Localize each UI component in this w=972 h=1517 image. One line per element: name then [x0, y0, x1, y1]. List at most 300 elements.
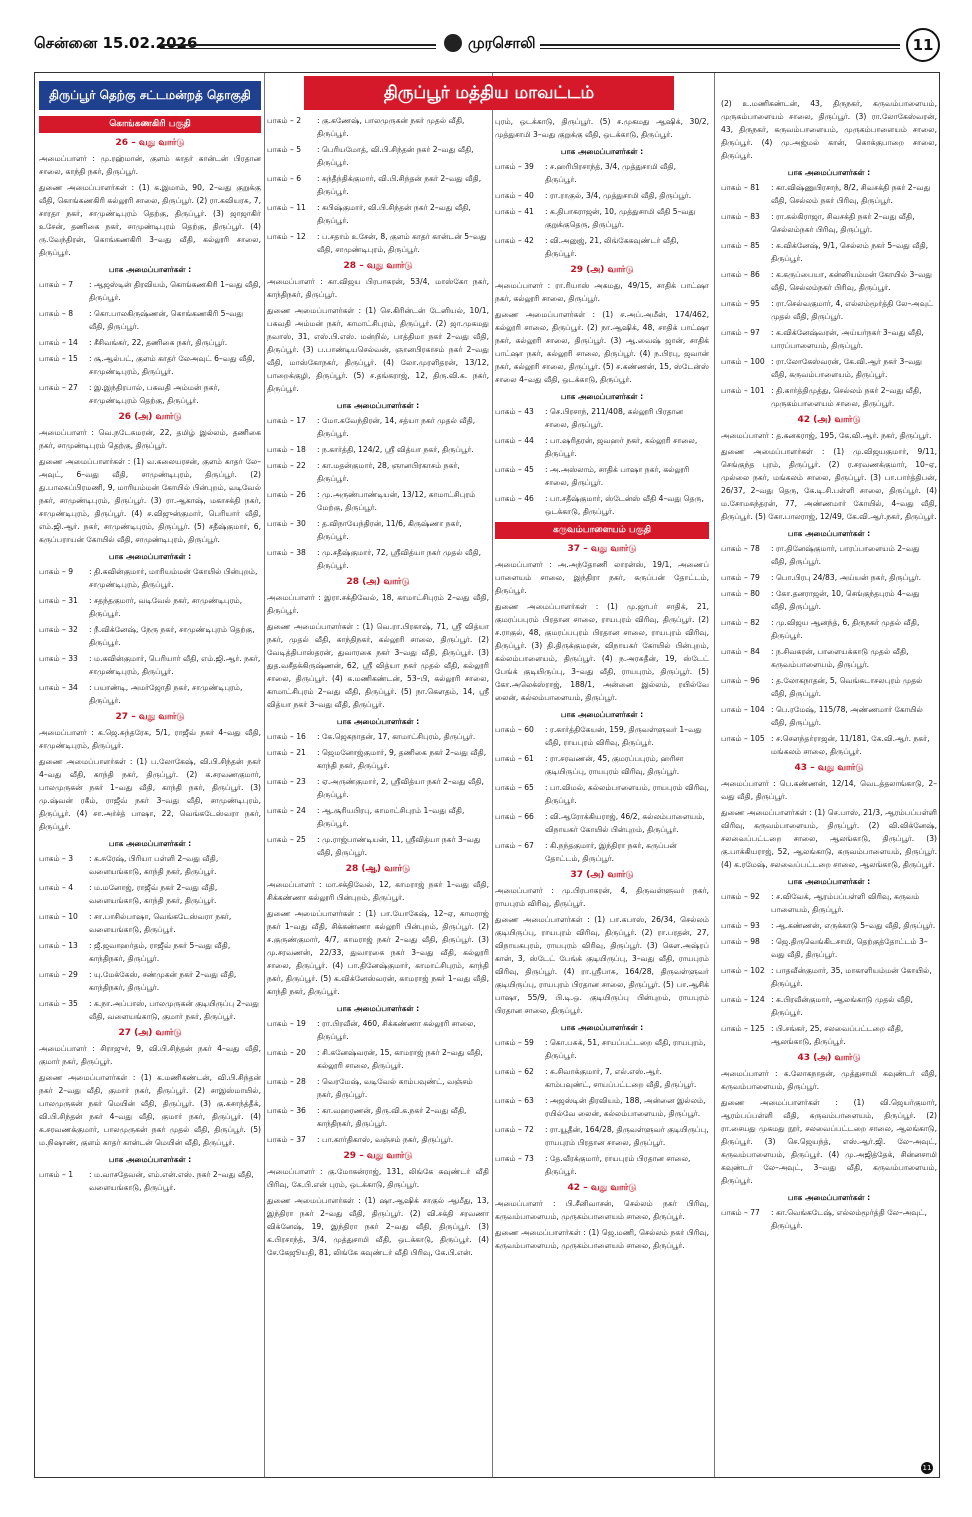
subheading: பாக அமைப்பாளர்கள் :	[560, 1023, 644, 1032]
booth-organiser: : சி.கனேஷ்வரன், 15, காமராஜ் நகர் 2–வது வீதி, கல்லூரி சாலை, திருப்பூர்.	[317, 1048, 483, 1070]
booth-entry	[721, 616, 937, 642]
column-3-entries	[495, 115, 709, 1252]
ward-title: 27 – வது வார்டு	[115, 712, 185, 722]
organiser-entry: துணை அமைப்பாளர்கள் : (1) ப.லோகேஷ், வி.பி.சிந்தன் நகர் 4–வது வீதி, காந்தி நகர், திருப்பூர். (2) க.சரவணகுமார், பாலமுருகன் நகர் 1–வது வீதி, காந்தி நகர், திருப்பூர். (3) மு.ஷ்வன் ரகீம், ராஜீவ் நகர் 3–வது வீதி, சாமுண்டிபுரம், திருப்பூர். (4) சா.அர்ச்த் பாஷா, 22, வெங்கடேஸ்வரா நகர், திருப்பூர்.	[39, 757, 261, 831]
header-rule-right	[540, 44, 900, 49]
booth-organiser: : கா.விஷ்ணுபிரசாந், 8/2, சிவசக்தி நகர் 2–வது வீதி, செல்லம் நகர் பிரிவு, திருப்பூர்.	[771, 183, 931, 205]
booth-entry	[39, 278, 261, 304]
booth-entry	[721, 587, 937, 613]
booth-organiser: : இ.இந்திரபால், பகவதி அம்மன் நகர், சாமுண்டிபுரம் தெற்கு, திருப்பூர்.	[89, 383, 220, 405]
booth-number: பாகம் – 17	[267, 416, 306, 425]
organiser-entry: அமைப்பாளர் : பி.சீனிவாசன், செல்லம் நகர் பிரிவு, கருவம்பாளையம், முருகம்பாளையம் சாலை, திருப்பூர்.	[495, 1199, 709, 1221]
booth-number: பாகம் – 46	[495, 494, 534, 503]
booth-organiser: : மு.விஜய ஆனந்த், 6, திருநகர் முதல் வீதி, திருப்பூர்.	[771, 618, 920, 640]
organiser-entry: அமைப்பாளர் : கு.மோகன்ராஜ், 131, லிங்கே கவுண்டர் வீதி பிரிவு, கே.பி.என் புரம், ஒடக்காடு, திருப்பூர்.	[267, 1167, 489, 1189]
column-2	[267, 73, 489, 1517]
booth-number: பாகம் – 78	[721, 544, 760, 553]
booth-organiser: : மு.சதீஷ்குமார், 72, ஸ்ரீவித்யா நகர் முதல் வீதி, திருப்பூர்.	[317, 548, 481, 570]
ward-title: 29 – வது வார்டு	[343, 1151, 413, 1161]
booth-organiser: : க.நா.அப்பாஸ், பாலமுருகன் குடியிருப்பு 2–வது வீதி, வளையங்காடு, குமார் நகர், திருப்பூர்.	[89, 999, 259, 1021]
ward-title: 26 (அ) வார்டு	[118, 412, 182, 422]
booth-number: பாகம் – 45	[495, 465, 534, 474]
organiser-entry: புரம், ஒடக்காடு, திருப்பூர். (5) ச.முகமது ஆஷிக், 30/2, முத்துசாமி 3–வது குறுக்கு வீதி, ஒடக்காடு, திருப்பூர்.	[495, 117, 709, 139]
booth-organiser: : தி.கவின்குமார், மாரியம்மன் கோயில் பின்புறம், சாமுண்டிபுரம், திருப்பூர்.	[89, 567, 258, 589]
booth-number: பாகம் – 28	[267, 1077, 306, 1086]
booth-organiser: : சு.விக்னேஷ், 9/1, செல்லம் நகர் 5–வது வீதி, திருப்பூர்.	[771, 241, 929, 263]
booth-organiser: : பயாண்டி, அமர்ஜோதி நகர், சாமுண்டிபுரம், திருப்பூர்.	[89, 683, 243, 705]
booth-number: பாகம் – 39	[495, 162, 534, 171]
subheading: பாக அமைப்பாளர்கள் :	[560, 147, 644, 156]
booth-organiser: : பா.சதீஷ்குமார், ஸ்டேன்ஸ் வீதி 4–வது தெரு, ஒடக்காடு, திருப்பூர்.	[545, 494, 704, 516]
booth-entry	[495, 189, 709, 202]
area-title: கொங்கணகிரி பகுதி	[39, 116, 261, 133]
ward-title: 37 – வது வார்டு	[567, 544, 637, 554]
booth-entry	[721, 935, 937, 961]
booth-number: பாகம் – 95	[721, 299, 760, 308]
organiser-entry: அமைப்பாளர் : சிராஜுர், 9, வி.பி.சிந்தன் நகர் 4–வது வீதி, குமார் நகர், திருப்பூர்.	[39, 1044, 261, 1066]
booth-number: பாகம் – 41	[495, 207, 534, 216]
booth-entry	[267, 1075, 489, 1101]
booth-entry	[721, 1206, 937, 1232]
booth-entry	[721, 210, 937, 236]
booth-number: பாகம் – 42	[495, 236, 534, 245]
booth-organiser: : கோ.தனராஜன், 10, செங்குந்தபுரம் 4–வது வீதி, திருப்பூர்.	[771, 589, 920, 611]
ward-title: 29 (அ) வார்டு	[570, 265, 634, 275]
booth-number: பாகம் – 9	[39, 567, 74, 576]
booth-entry	[39, 565, 261, 591]
subheading: பாக அமைப்பாளர்கள் :	[787, 168, 871, 177]
booth-entry	[721, 964, 937, 990]
booth-number: பாகம் – 35	[39, 999, 78, 1008]
booth-organiser: : ரா.யூதீன், 164/28, திருவள்ளுவர் குடியிருப்பு, ராயபுரம் பிரதான சாலை, திருப்பூர்.	[545, 1125, 709, 1147]
booth-number: பாகம் – 100	[721, 357, 765, 366]
booth-number: பாகம் – 2	[267, 116, 302, 125]
booth-number: பாகம் – 36	[267, 1106, 306, 1115]
booth-organiser: : பி.சங்கர், 25, சலவைப்பட்டறை வீதி, ஆலங்காடு, திருப்பூர்.	[771, 1024, 904, 1046]
booth-entry	[39, 623, 261, 649]
booth-number: பாகம் – 1	[39, 1170, 74, 1179]
booth-entry	[495, 810, 709, 836]
booth-organiser: : சீசிவங்கர், 22, தணிகை நகர், திருப்பூர்.	[89, 338, 228, 347]
booth-organiser: : ஜெ.திருவெங்கிடசாமி, தெற்குத்தோட்டம் 3–வது வீதி, திருப்பூர்.	[771, 937, 928, 959]
booth-number: பாகம் – 20	[267, 1048, 306, 1057]
organiser-entry: துணை அமைப்பாளர்கள் : (1) மு.ஜாபர் சாதிக், 21, குமரப்பபுரம் பிரதான சாலை, ராயபுரம் விரிவு, திருப்பூர். (2) ச.ராகுல், 48, குமரப்பபுரம் பிரதான சாலை, ராயபுரம் விரிவு, திருப்பூர். (3) தி.திருக்குமரன், விநாயகர் கோயில் பின்புறம், கல்லம்பாளையம், திருப்பூர். (4) ந.அரசுதீன், 19, ஸ்டேட் பேங்க் குடியிருப்பு, 3–வது வீதி, ராயபுரம், திருப்பூர். (5) கோ.அலெக்ஸ்ராஜ், 188/1, அன்னை இல்லம், ரயில்வே லைன், கல்லம்பாளையம், திருப்பூர்.	[495, 602, 709, 702]
booth-organiser: : ஆ.சூரியபிரபு, காமாட்சிபுரம் 1–வது வீதி, திருப்பூர்.	[317, 806, 465, 828]
booth-number: பாகம் – 59	[495, 1038, 534, 1047]
booth-entry	[495, 492, 709, 518]
booth-organiser: : க.திபாகராஜன், 10, முத்துசாமி வீதி 5–வது குறுக்குதெரு, திருப்பூர்.	[545, 207, 696, 229]
booth-organiser: : சூ.ஆல்பட், குளம் காதர் லேஅவுட் 6–வது வீதி, சாமுண்டிபுரம், திருப்பூர்.	[89, 354, 255, 376]
booth-entry	[39, 997, 261, 1023]
booth-number: பாகம் – 21	[267, 748, 306, 757]
booth-number: பாகம் – 83	[721, 212, 760, 221]
booth-organiser: : மோ.கவேந்திரன், 14, சத்யா நகர் முதல் வீதி, திருப்பூர்.	[317, 416, 476, 438]
booth-number: பாகம் – 3	[39, 854, 74, 863]
organiser-entry: துணை அமைப்பாளர்கள் : (1) பா.யோகேஷ், 12–ஏ, காமராஜ் நகர் 1–வது வீதி, சிக்கண்ணா கல்லூரி பின்புறம், திருப்பூர். (2) ச.குருண்குமார், 4/7, காமராஜ் நகர் 2–வது வீதி, திருப்பூர். (3) மு.சரவணன், 22/33, துவாரகை நகர் 3–வது வீதி, கல்லூரி சாலை, திருப்பூர். (4) பா.தினேஷ்குமார், காமாட்சிபுரம், காந்தி நகர், திருப்பூர். (5) க.விக்னேஸ்வரன், காமராஜ் நகர் 1–வது வீதி, காந்தி நகர், திருப்பூர்.	[267, 909, 489, 996]
booth-number: பாகம் – 15	[39, 354, 78, 363]
organiser-entry: துணை அமைப்பாளர்கள் : (1) பா.கபாஸ், 26/34, செல்லம் குடியிருப்பு, ராயபுரம் விரிவு, திருப்பூர். (2) ரா.பரதன், 27, விநாயகபுரம், ராயபுரம் விரிவு, திருப்பூர். (3) கௌ.அஷ்ரப் கான், 3, ஸ்டேட் பேங்க் குடியிருப்பு, 3–வது வீதி, ராயபுரம் விரிவு, திருப்பூர். (4) ரா.ஸ்ரீபாசு, 164/28, திருவள்ளுவர் குடியிருப்பு, ராயபுரம் பிரதான சாலை, திருப்பூர். (5) பா.ஆசிக் பாஷா, 55/9, பி.டி.ஒ. குடியிருப்பு பின்புறம், ராயபுரம் பிரதான சாலை, திருப்பூர்.	[495, 915, 709, 1015]
booth-number: பாகம் – 96	[721, 676, 760, 685]
booth-entry	[721, 239, 937, 265]
subheading: பாக அமைப்பாளர்கள் :	[336, 401, 420, 410]
column-4	[721, 73, 937, 1499]
booth-entry	[39, 681, 261, 707]
booth-organiser: : க.விக்னேஷ்வரன், அய்யர்நகர் 3–வது வீதி, பாரப்பாளையம், திருப்பூர்.	[771, 328, 924, 350]
booth-entry	[267, 143, 489, 169]
booth-entry	[39, 652, 261, 678]
booth-entry	[721, 355, 937, 381]
booth-organiser: : க.கருப்பையா, கன்னியம்மன் கோயில் 3–வது வீதி, செல்லம்நகர் பிரிவு, திருப்பூர்.	[771, 270, 932, 292]
booth-entry	[495, 463, 709, 489]
organiser-entry: அமைப்பாளர் : கா.விஜய பிரபாகரன், 53/4, மாஸ்கோ நகர், காந்திநகர், திருப்பூர்.	[267, 277, 489, 299]
booth-entry	[495, 1036, 709, 1062]
booth-organiser: : ஏ.அருண்குமார், 2, ஸ்ரீவித்யா நகர் 2–வது வீதி, திருப்பூர்.	[317, 777, 484, 799]
booth-organiser: : ஆ.கண்ணன், எருக்காடு 5–வது வீதி, திருப்பூர்.	[771, 921, 936, 930]
organiser-entry: அமைப்பாளர் : ரா.ரியாஸ் அகமது, 49/15, சாதிக் பாட்ஷா நகர், கல்லூரி சாலை, திருப்பூர்.	[495, 281, 709, 303]
booth-number: பாகம் – 84	[721, 647, 760, 656]
newspaper-logo-icon	[444, 34, 462, 52]
booth-organiser: : த.லோகநாதன், 5, வெங்கடாசலபுரம் முதல் வீதி, திருப்பூர்.	[771, 676, 923, 698]
booth-organiser: : கி.நந்தகுமார், இந்திரா நகர், கருப்பன் தோட்டம், திருப்பூர்.	[545, 841, 677, 863]
booth-entry	[495, 1152, 709, 1178]
booth-number: பாகம் – 25	[267, 835, 306, 844]
booth-number: பாகம் – 93	[721, 921, 760, 930]
booth-entry	[267, 1046, 489, 1072]
booth-entry	[39, 939, 261, 965]
booth-number: பாகம் – 43	[495, 407, 534, 416]
organiser-entry: துணை அமைப்பாளர்கள் : (1) ச.அப்.அமீன், 174/462, கல்லூரி சாலை, திருப்பூர். (2) நா.ஆஷிக், 48, சாதிக் பாட்ஷா நகர், கல்லூரி சாலை, திருப்பூர். (3) ஆ.வைஷ் ஜான், சாதிக் பாட்ஷா நகர், கல்லூரி சாலை, திருப்பூர். (4) ந.பிரபு, ஜவான் நகர், கல்லூரி சாலை, திருப்பூர். (5) ச.கண்ணன், 15, ஸ்டேன்ஸ் சாலை 4–வது வீதி, ஒடக்காடு, திருப்பூர்.	[495, 310, 709, 384]
booth-entry	[721, 297, 937, 323]
subheading: பாக அமைப்பாளர்கள் :	[787, 877, 871, 886]
organiser-entry: துணை அமைப்பாளர்கள் : (1) செ.கிரின்டன் டேனியல், 10/1, பகவதி அம்மன் நகர், காமாட்சிபுரம், திருப்பூர். (2) ஜா.முகமது நவாஸ், 31, எஸ்.பி.எஸ். மன்றில், பாத்திமா நகர் 2–வது வீதி, திருப்பூர். (3) ப.பாண்டியசெல்வன், ஞானபிரகாசம் நகர் 2–வது வீதி, மாஸ்கோநகர், திருப்பூர். (4) லோ.முரளிதரன், 13/12, பாறைக்குழி, திருப்பூர். (5) ச.தங்கராஜ், 12, திரு.வி.க. நகர், திருப்பூர்.	[267, 306, 489, 393]
booth-organiser: : ந.கார்த்தி, 124/2, ஸ்ரீ வித்யா நகர், திருப்பூர்.	[317, 445, 474, 454]
ward-title: 43 (அ) வார்டு	[797, 1053, 861, 1063]
organiser-entry: அமைப்பாளர் : மு.ரஹ்மான், குளம் காதர் கான்டன் பிரதான சாலை, காந்தி நகர், திருப்பூர்.	[39, 154, 261, 176]
booth-number: பாகம் – 31	[39, 596, 78, 605]
booth-organiser: : வெரமேஷ், வடிவேல் காம்பவுண்ட், வஞ்சம் நகர், திருப்பூர்.	[317, 1077, 473, 1099]
booth-entry	[39, 381, 261, 407]
subheading: பாக அமைப்பாளர்கள் :	[336, 717, 420, 726]
booth-organiser: : தி.கார்த்திமுத்து, செல்லம் நகர் 2–வது வீதி, முருகம்பாளையம் சாலை, திருப்பூர்.	[771, 386, 922, 408]
booth-entry	[267, 1133, 489, 1146]
organiser-entry: அமைப்பாளர் : மு.பிரபாகரன், 4, திருவள்ளுவர் நகர், ராயபுரம் விரிவு, திருப்பூர்.	[495, 886, 709, 908]
booth-number: பாகம் – 125	[721, 1024, 765, 1033]
booth-organiser: : ம.வாசதேவன், எம்.என்.எஸ். நகர் 2–வது வீதி, வளையங்காடு, திருப்பூர்.	[89, 1170, 254, 1192]
booth-number: பாகம் – 62	[495, 1067, 534, 1076]
column-1	[39, 73, 261, 1477]
booth-number: பாகம் – 10	[39, 912, 78, 921]
booth-organiser: : ரா.சரவணன், 45, குமரப்பபுரம், ஹரிசா குடியிருப்பு, ராயபுரம் விரிவு, திருப்பூர்.	[545, 754, 684, 776]
booth-entry	[721, 703, 937, 729]
booth-number: பாகம் – 86	[721, 270, 760, 279]
booth-number: பாகம் – 7	[39, 280, 74, 289]
booth-number: பாகம் – 73	[495, 1154, 534, 1163]
booth-number: பாகம் – 44	[495, 436, 534, 445]
booth-organiser: : ரா.பிரவீன், 460, சிக்கண்ணா கல்லூரி சாலை, திருப்பூர்.	[317, 1019, 476, 1041]
booth-number: பாகம் – 5	[267, 145, 302, 154]
column-divider	[714, 73, 715, 1477]
booth-entry	[267, 459, 489, 485]
booth-organiser: : சா.பாசில்பாஷா, வெங்கடேஸ்வரா நகர், வளையங்காடு, திருப்பூர்.	[89, 912, 232, 934]
page-number-badge: 11	[906, 28, 940, 62]
booth-organiser: : பெரியமோத், வி.பி.சிந்தன் நகர் 2–வது வீதி, திருப்பூர்.	[317, 145, 474, 167]
subheading: பாக அமைப்பாளர்கள் :	[787, 1193, 871, 1202]
booth-entry	[39, 968, 261, 994]
booth-organiser: : ப.சதாம் உசேன், 8, குளம் காதர் கான்டன் 5–வது வீதி, சாமுண்டிபுரம், திருப்பூர்.	[317, 232, 487, 254]
subheading: பாக அமைப்பாளர்கள் :	[108, 1155, 192, 1164]
booth-entry	[267, 546, 489, 572]
booth-entry	[267, 172, 489, 198]
organiser-entry: அமைப்பாளர் : இரா.சக்திவேல், 18, காமாட்சிபுரம் 2–வது வீதி, திருப்பூர்.	[267, 593, 489, 615]
booth-organiser: : பா.விமல், கல்லம்பாளையம், ராயபுரம் விரிவு, திருப்பூர்.	[545, 783, 709, 805]
booth-number: பாகம் – 23	[267, 777, 306, 786]
booth-number: பாகம் – 82	[721, 618, 760, 627]
booth-entry	[721, 268, 937, 294]
booth-entry	[721, 326, 937, 352]
booth-entry	[721, 890, 937, 916]
booth-organiser: : கொ.பாலகிருஷ்ணன், கொங்கணகிரி 5–வது வீதி, திருப்பூர்.	[89, 309, 244, 331]
booth-number: பாகம் – 80	[721, 589, 760, 598]
booth-organiser: : ரா.தினேஷ்குமார், பாரப்பாளையம் 2–வது வீதி, திருப்பூர்.	[771, 544, 920, 566]
booth-organiser: : கா.வெங்கடேஷ், எல்லம்மூர்த்தி லே–அவுட், திருப்பூர்.	[771, 1208, 927, 1230]
booth-entry	[721, 181, 937, 207]
booth-organiser: : த.விநாயேந்திரன், 11/6, கிருஷ்ணா நகர், திருப்பூர்.	[317, 519, 462, 541]
booth-organiser: : ம.மனோஜ், ராஜீவ் நகர் 2–வது வீதி, வளையங்காடு, காந்தி நகர், திருப்பூர்.	[89, 883, 218, 905]
booth-organiser: : சுந்தீந்திக்குமார், வி.பி.சிந்தன் நகர் 2–வது வீதி, திருப்பூர்.	[317, 174, 482, 196]
column-divider	[492, 73, 493, 1477]
booth-organiser: : வி.அனுஜ், 21, லிங்கேகவுண்டர் வீதி, திருப்பூர்.	[545, 236, 679, 258]
booth-organiser: : பாதவீன்குமார், 35, மாகாளியம்மன் கோயில், திருப்பூர்.	[771, 966, 932, 988]
booth-organiser: : பா.ஷரிதரன், ஜவஹர் நகர், கல்லூரி சாலை, திருப்பூர்.	[545, 436, 698, 458]
booth-organiser: : மு.ராஜ்பாண்டியன், 11, ஸ்ரீவித்யா நகர் 3–வது வீதி, திருப்பூர்.	[317, 835, 481, 857]
booth-organiser: : கா.மதன்குமார், 28, ஞானபிரகாசம் நகர், திருப்பூர்.	[317, 461, 460, 483]
booth-organiser: : ர.கார்த்திகேயன், 159, திருவள்ளுவர் 1–வது வீதி, ராயபுரம் விரிவு, திருப்பூர்.	[545, 725, 702, 747]
ward-title: 28 (ஆ) வார்டு	[345, 864, 411, 874]
booth-number: பாகம் – 33	[39, 654, 78, 663]
booth-organiser: : க.சுரேஷ், பிரியா பள்ளி 2–வது வீதி, வளையங்காடு, காந்தி நகர், திருப்பூர்.	[89, 854, 219, 876]
booth-organiser: : கே.ஜெகநாதன், 17, காமாட்சிபுரம், திருப்பூர்.	[317, 732, 476, 741]
booth-organiser: : நீ.விக்னேஷ், நேரு நகர், சாமுண்டிபுரம் தெற்கு, திருப்பூர்.	[89, 625, 255, 647]
booth-entry	[721, 571, 937, 584]
organiser-entry: அமைப்பாளர் : த.கனகராஜ், 195, கே.வி.ஆர். நகர், திருப்பூர்.	[721, 431, 932, 440]
content-frame	[34, 72, 940, 1478]
ward-title: 42 – வது வார்டு	[567, 1183, 637, 1193]
booth-organiser: : ம.கவின்குமார், பெரியார் வீதி, எம்.ஜி.ஆர். நகர், சாமுண்டிபுரம், திருப்பூர்.	[89, 654, 261, 676]
booth-number: பாகம் – 12	[267, 232, 306, 241]
booth-entry	[721, 919, 937, 932]
booth-entry	[267, 488, 489, 514]
booth-entry	[39, 852, 261, 878]
booth-number: பாகம் – 92	[721, 892, 760, 901]
booth-number: பாகம் – 101	[721, 386, 765, 395]
booth-entry	[495, 1094, 709, 1120]
organiser-entry: அமைப்பாளர் : க.லோகநாதன், முத்துசாமி கவுண்டர் வீதி, கருவம்பாளையம், திருப்பூர்.	[721, 1069, 937, 1091]
booth-number: பாகம் – 79	[721, 573, 760, 582]
ward-title: 26 – வது வார்டு	[115, 138, 185, 148]
booth-organiser: : சுபிஷ்குமார், வி.பி.சிந்தன் நகர் 2–வது வீதி, திருப்பூர்.	[317, 203, 471, 225]
subheading: பாக அமைப்பாளர்கள் :	[560, 710, 644, 719]
booth-organiser: : க.பிரவீன்குமார், ஆலங்காடு முதல் வீதி, திருப்பூர்.	[771, 995, 913, 1017]
booth-entry	[495, 1065, 709, 1091]
booth-organiser: : ரா.லோகேஸ்வரன், கே.வி.ஆர் நகர் 3–வது வீதி, கருவம்பாளையம், திருப்பூர்.	[771, 357, 923, 379]
organiser-entry: அமைப்பாளர் : க.ஜெ.சுந்தரேசு, 5/1, ராஜீவ் நகர் 4–வது வீதி, சாமுண்டிபுரம், திருப்பூர்.	[39, 728, 261, 750]
booth-number: பாகம் – 26	[267, 490, 306, 499]
booth-entry	[495, 434, 709, 460]
ward-title: 27 (அ) வார்டு	[118, 1028, 182, 1038]
booth-organiser: : செ.பிரசாந், 211/408, கல்லூரி பிரதான சாலை, திருப்பூர்.	[545, 407, 684, 429]
booth-entry	[39, 594, 261, 620]
subheading: பாக அமைப்பாளர்கள் :	[108, 839, 192, 848]
booth-number: பாகம் – 124	[721, 995, 765, 1004]
organiser-entry: துணை அமைப்பாளர்கள் : (1) ஜெ.மணி, செல்லம் நகர் பிரிவு, கருவம்பாளையம், முருகம்பாளையம் சாலை, திருப்பூர்.	[495, 1228, 709, 1250]
booth-entry	[267, 414, 489, 440]
booth-number: பாகம் – 27	[39, 383, 78, 392]
booth-organiser: : ரா.செல்வகுமார், 4, எல்லம்மூர்த்தி லே–அவுட் முதல் வீதி, திருப்பூர்.	[771, 299, 934, 321]
booth-number: பாகம் – 38	[267, 548, 306, 557]
booth-number: பாகம் – 30	[267, 519, 306, 528]
booth-entry	[495, 839, 709, 865]
booth-entry	[267, 230, 489, 256]
subheading: பாக அமைப்பாளர்கள் :	[336, 1004, 420, 1013]
booth-entry	[267, 517, 489, 543]
booth-entry	[267, 775, 489, 801]
booth-entry	[39, 881, 261, 907]
booth-entry	[39, 910, 261, 936]
booth-number: பாகம் – 72	[495, 1125, 534, 1134]
booth-entry	[721, 1022, 937, 1048]
booth-number: பாகம் – 105	[721, 734, 765, 743]
booth-entry	[721, 732, 937, 758]
booth-organiser: : அ.அஸ்லாம், சாதிக் பாஷா நகர், கல்லூரி சாலை, திருப்பூர்.	[545, 465, 690, 487]
ward-title: 43 – வது வார்டு	[794, 763, 864, 773]
booth-number: பாகம் – 24	[267, 806, 306, 815]
booth-number: பாகம் – 67	[495, 841, 534, 850]
booth-number: பாகம் – 104	[721, 705, 765, 714]
booth-organiser: : கு.கணேஷ், பாலமுருகன் நகர் முதல் வீதி, திருப்பூர்.	[317, 116, 465, 138]
booth-number: பாகம் – 4	[39, 883, 74, 892]
area-title: கருவம்பாளையம் பகுதி	[495, 522, 709, 539]
booth-organiser: : சு.சிவாக்குமார், 7, எல்.எஸ்.ஆர். காம்பவுண்ட், சாயப்பட்டறை வீதி, திருப்பூர்.	[545, 1067, 697, 1089]
column-2-entries	[267, 114, 489, 1259]
booth-number: பாகம் – 98	[721, 937, 760, 946]
booth-number: பாகம் – 29	[39, 970, 78, 979]
booth-number: பாகம் – 14	[39, 338, 78, 347]
booth-number: பாகம் – 61	[495, 754, 534, 763]
booth-organiser: : கொ.பசுக், 51, சாயப்பட்டறை வீதி, ராயபுரம், திருப்பூர்.	[545, 1038, 706, 1060]
organiser-entry: துணை அமைப்பாளர்கள் : (1) வி.ஜெயர்குமார், ஆரம்பப்பள்ளி வீதி, கருவம்பாளையம், திருப்பூர். (2) ரா.சையது முகமது நூர், சலவைப்பட்டறை சாலை, ஆலங்காடு, திருப்பூர். (3) செ.ஜெயந்த், எஸ்.ஆர்.ஜி. லே–அவுட், கருவம்பாளையம், திருப்பூர். (4) மு.அஜித்தேக், சின்னசாமி கவுண்டர் லே–அவுட், 3–வது வீதி, கருவம்பாளையம், திருப்பூர்.	[721, 1098, 937, 1185]
booth-organiser: : ஆஜஸ்டின் திரவியம், கொங்கணகிரி 1–வது வீதி, திருப்பூர்.	[89, 280, 261, 302]
booth-number: பாகம் – 34	[39, 683, 78, 692]
booth-number: பாகம் – 13	[39, 941, 78, 950]
column-divider	[264, 73, 265, 1477]
booth-number: பாகம் – 102	[721, 966, 765, 975]
booth-entry	[39, 1168, 261, 1194]
booth-organiser: : ஜீ.ஜவாஹர்தம், ராஜீவ் நகர் 5–வது வீதி, காந்திநகர், திருப்பூர்.	[89, 941, 231, 963]
booth-number: பாகம் – 77	[721, 1208, 760, 1217]
subheading: பாக அமைப்பாளர்கள் :	[560, 392, 644, 401]
booth-number: பாகம் – 32	[39, 625, 78, 634]
organiser-entry: துணை அமைப்பாளர்கள் : (1) செ.பாஸ், 21/3, ஆரம்பப்பள்ளி விரிவு, கருவம்பாளையம், திருப்பூர். (2) வி.விக்னேஷ், சலவைப்பட்டறை சாலை, ஆலங்காடு, திருப்பூர். (3) கு.பாக்கியராஜ், 52, ஆலங்காடு, கருவம்பாளையம், திருப்பூர். (4) க.ரமேஷ், சலவைப்பட்டறை சாலை, ஆலங்காடு, திருப்பூர்.	[721, 808, 937, 869]
booth-organiser: : வி.ஆரோக்கியராஜ், 46/2, கல்லம்பாளையம், விநாயகர் கோயில் பின்புறம், திருப்பூர்.	[545, 812, 705, 834]
place-date: சென்னை 15.02.2026	[34, 34, 198, 52]
booth-number: பாகம் – 65	[495, 783, 534, 792]
booth-organiser: : சதந்தகுமார், வடிவேல் நகர், சாமுண்டிபுரம், திருப்பூர்.	[89, 596, 243, 618]
booth-organiser: : ச.சௌந்தர்ராஜன், 11/181, கே.வி.ஆர். நகர், மங்கலம் சாலை, திருப்பூர்.	[771, 734, 930, 756]
booth-organiser: : பெ.ரமேஷ், 115/78, அண்ணமார் கோயில் வீதி, திருப்பூர்.	[771, 705, 923, 727]
booth-organiser: : பொ.பிரபு 24/83, அய்யன் நகர், திருப்பூர்.	[771, 573, 922, 582]
booth-entry	[721, 993, 937, 1019]
booth-organiser: : ச.ஹரிபிரசாந்த், 3/4, முத்துசாமி வீதி, திருப்பூர்.	[545, 162, 677, 184]
booth-number: பாகம் – 63	[495, 1096, 534, 1105]
booth-entry	[39, 307, 261, 333]
booth-organiser: : மு.அருண்பாண்டியன், 13/12, காமாட்சிபுரம் மேற்கு, திருப்பூர்.	[317, 490, 476, 512]
newspaper-name: முரசொலி	[468, 34, 536, 52]
booth-organiser: : ச.விவேக், ஆரம்பப்பள்ளி விரிவு, கருவம் பாளையம், திருப்பூர்.	[771, 892, 920, 914]
ward-title: 28 (அ) வார்டு	[346, 577, 410, 587]
booth-entry	[267, 1104, 489, 1130]
organiser-entry: துணை அமைப்பாளர்கள் : (1) க.இமாம், 90, 2–வது குறுக்கு வீதி, கொங்கணகிரி கல்லூரி சாலை, திருப்பூர். (2) ரா.கவியரசு, 7, சாரதா நகர், சாமுண்டிபுரம் தெற்கு, திருப்பூர். (3) ஜாஜாகிர் உசேன், தணிகை நகர், சாமுண்டிபுரம் தெற்கு, திருப்பூர். (4) ரு.வேந்திரன், கொங்கணகிரி 3–வது வீதி, கல்லூரி சாலை, திருப்பூர்.	[39, 183, 261, 257]
booth-organiser: : பா.கார்திகாஸ், வஞ்சம் நகர், திருப்பூர்.	[317, 1135, 454, 1144]
column-3	[495, 73, 709, 1517]
ward-title: 37 (அ) வார்டு	[570, 870, 634, 880]
booth-entry	[495, 160, 709, 186]
booth-entry	[267, 746, 489, 772]
header-rule-left	[160, 44, 436, 49]
booth-entry	[721, 384, 937, 410]
organiser-entry: அமைப்பாளர் : மா.சக்திவேல், 12, காமராஜ் நகர் 1–வது வீதி, சிக்கண்ணா கல்லூரி பின்புறம், திருப்பூர்.	[267, 880, 489, 902]
organiser-entry: துணை அமைப்பாளர்கள் : (1) க.மணிகண்டன், வி.பி.சிந்தன் நகர் 2–வது வீதி, குமார் நகர், திருப்பூர். (2) சாஇஸ்மாயில், பாலமுருகன் நகர் மெயின் வீதி, திருப்பூர். (3) கு.சுசாந்த்தீக், வி.பி.சிந்தன் நகர் 4–வது வீதி, குமார் நகர், திருப்பூர். (4) க.சரவணக்குமார், பாலமுருகன் நகர் முதல் வீதி, திருப்பூர். (5) ம.நிஷாண், குளம் காதர் கான்டன் மெயின் வீதி, திருப்பூர்.	[39, 1073, 261, 1147]
booth-number: பாகம் – 66	[495, 812, 534, 821]
booth-entry	[495, 405, 709, 431]
column-4-entries	[721, 97, 937, 1232]
booth-entry	[267, 201, 489, 227]
booth-number: பாகம் – 37	[267, 1135, 306, 1144]
booth-number: பாகம் – 19	[267, 1019, 306, 1028]
booth-number: பாகம் – 11	[267, 203, 306, 212]
booth-number: பாகம் – 60	[495, 725, 534, 734]
organiser-entry: அமைப்பாளர் : வெ.நடேசுமரன், 22, தமிழ் இல்லம், தணிகை நகர், சாமுண்டிபுரம் தெற்கு, திருப்பூர்.	[39, 428, 261, 450]
booth-entry	[267, 730, 489, 743]
column-1-entries	[39, 137, 261, 1194]
footer-page-number: 11	[922, 1464, 932, 1472]
booth-number: பாகம் – 85	[721, 241, 760, 250]
booth-number: பாகம் – 16	[267, 732, 306, 741]
booth-entry	[721, 645, 937, 671]
booth-entry	[267, 1017, 489, 1043]
page-header	[0, 0, 972, 64]
booth-entry	[495, 205, 709, 231]
booth-number: பாகம் – 8	[39, 309, 74, 318]
booth-organiser: : அஜஸ்டின் திரவியம், 188, அன்னை இல்லம், ரயில்வே லைன், கல்லம்பாளையம், திருப்பூர்.	[545, 1096, 706, 1118]
booth-entry	[495, 752, 709, 778]
organiser-entry: துணை அமைப்பாளர்கள் : (1) வ.கலையரசன், குளம் காதர் லே–அவுட், 6–வது வீதி, சாமுண்டிபுரம், திருப்பூர். (2) து.பாலசுப்பிரமணி, 9, மாரியம்மன் கோயில் பின்புறம், வடிவேல் நகர், சாமுண்டிபுரம், திருப்பூர். (3) ரா.ஆகாஷ், மகாசக்தி நகர், சாமுண்டிபுரம், திருப்பூர். (4) ச.விஜுன்குமார், பெரியார் வீதி, எம்.ஜி.ஆர். நகர், சாமுண்டிபுரம், திருப்பூர். (5) சதீஷ்குமார், 6, கருப்பராயன் கோயில் வீதி, சாமுண்டிபுரம், திருப்பூர்.	[39, 457, 261, 544]
booth-number: பாகம் – 18	[267, 445, 306, 454]
ward-title: 42 (அ) வார்டு	[797, 415, 861, 425]
booth-entry	[721, 542, 937, 568]
organiser-entry: துணை அமைப்பாளர்கள் : (1) மு.விஜயகுமார், 9/11, செங்குந்த புரம், திருப்பூர். (2) ர.சரவணக்குமார், 10–ஏ, முல்லை நகர், மங்கலம் சாலை, திருப்பூர். (3) பா.பார்த்திபன், 26/37, 2–வது தெரு, கே.டி.சி.பள்ளி சாலை, திருப்பூர். (4) ம.சோமசுந்தரன், 77, அண்ணமார் கோயில், 4–வது வீதி, திருப்பூர். (5) கோ.பாலராஜ், 12/49, கே.வி.ஆர்.நகர், திருப்பூர்.	[721, 447, 937, 521]
booth-entry	[267, 443, 489, 456]
organiser-entry: அமைப்பாளர் : பெ.கண்ணன், 12/14, வெடத்தலாங்காடு, 2–வது வீதி, திருப்பூர்.	[721, 779, 937, 801]
ward-title: 28 – வது வார்டு	[343, 261, 413, 271]
subheading: பாக அமைப்பாளர்கள் :	[108, 552, 192, 561]
district-banner: திருப்பூர் மத்திய மாவட்டம்	[304, 76, 674, 110]
organiser-entry: துணை அமைப்பாளர்கள் : (1) ஷா.ஆஷிக் சாகுல் ஆமீது, 13, இந்திரா நகர் 2–வது வீதி, திருப்பூர். (2) வி.சக்தி சரவணா விக்னேஷ், 19, இந்திரா நகர் 2–வது வீதி, திருப்பூர். (3) க.பிரசாந்த், 3/4, முத்துசாமி வீதி, ஒடக்காடு, திருப்பூர். (4) சே.கேஜூயதி, 81, லிங்கே கவுண்டர் வீதி பிரிவு, கே.பி.என்.	[267, 1196, 489, 1257]
booth-number: பாகம் – 97	[721, 328, 760, 337]
booth-entry	[495, 723, 709, 749]
organiser-entry: அமைப்பாளர் : அ.அந்தோணி லாரன்ஸ், 19/1, அணைப் பாளையம் சாலை, இந்திரா நகர், கருப்பன் தோட்டம், திருப்பூர்.	[495, 560, 709, 595]
booth-organiser: : ந.சிவகரன், பாளையக்காடு முதல் வீதி, கருவம்பாளையம், திருப்பூர்.	[771, 647, 909, 669]
booth-number: பாகம் – 6	[267, 174, 302, 183]
